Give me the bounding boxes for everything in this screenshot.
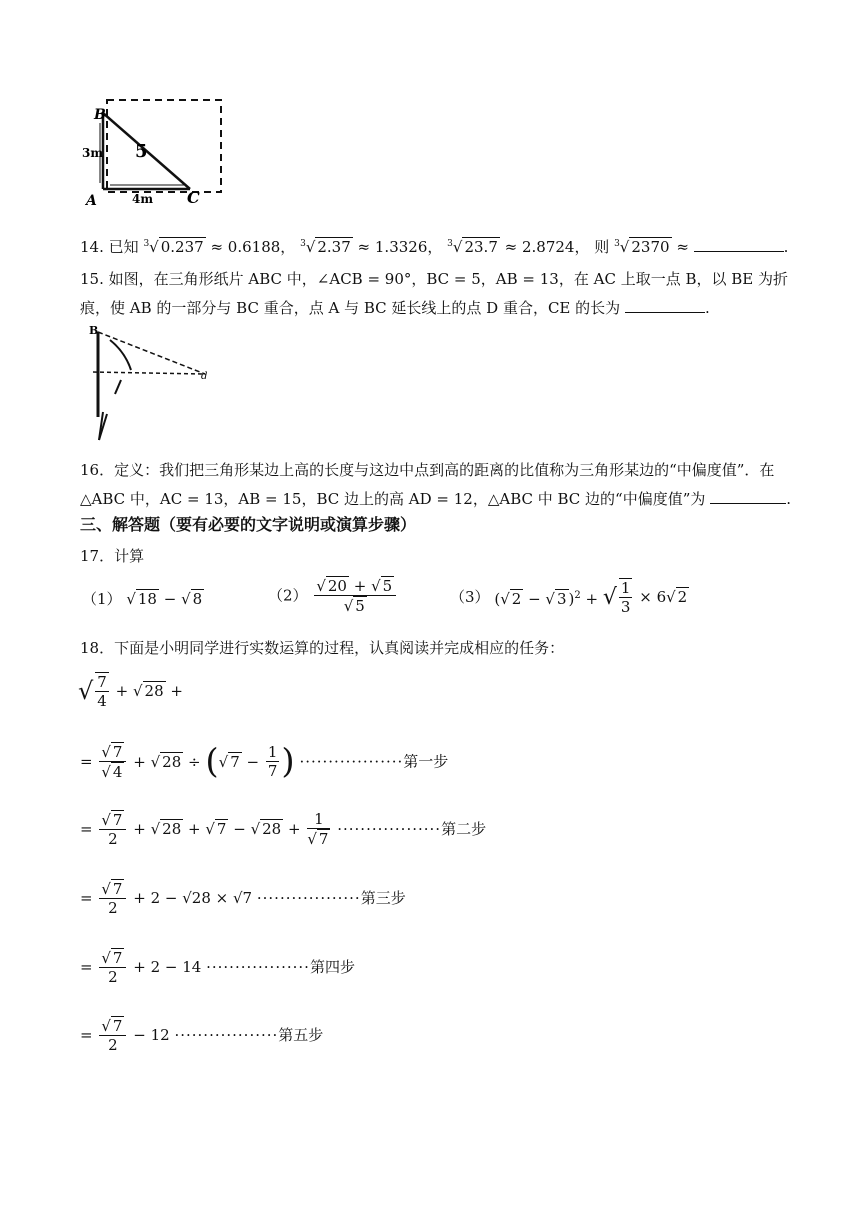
fig1-label-5: 5	[135, 141, 148, 162]
q15-line-1	[80, 268, 788, 290]
q17-part-2: （2） $\frac{√ 20 + √ 5}{√ 5}$	[268, 576, 398, 615]
q14-value-1: 0.6188	[227, 238, 281, 256]
q18-step-1: = $\frac{√ 7}{√ 4}$ + √ 28 ÷ (√ 7 − $\frac{1}{7}$ ) ··················第一步	[80, 741, 449, 782]
q14-text: 已知	[108, 238, 139, 256]
q17-part1-label: （1）	[82, 590, 122, 608]
q16-text-1: 16．定义：我们把三角形某边上高的长度与这边中点到高的距离的比值称为三角形某边的“中偏度值”．在	[80, 461, 775, 479]
q18-title: 18．下面是小明同学进行实数运算的过程，认真阅读并完成相应的任务：	[80, 639, 565, 657]
q17-title: 17．计算	[80, 547, 145, 565]
q17-part2-den: 5	[355, 597, 365, 615]
figure-folding	[85, 322, 215, 447]
q17-part2-label: （2）	[268, 586, 308, 605]
q18-step5-label: 第五步	[278, 1026, 324, 1044]
q15-line-2: 痕，使 AB 的一部分与 BC 重合，点 A 与 BC 延长线上的点 D 重合，CE 的长为 .	[80, 299, 710, 317]
q15-text-2: 痕，使 AB 的一部分与 BC 重合，点 A 与 BC 延长线上的点 D 重合，CE 的长为	[80, 299, 621, 317]
q14-value-3: 2.8724	[521, 238, 575, 256]
q17-part1-radicand-b: 8	[192, 590, 203, 608]
q15-text-1: 如图，在三角形纸片 ABC 中，∠ACB = 90°，BC = 5，AB = 13，在 AC 上取一点 B，以 BE 为折	[108, 270, 789, 288]
fig1-label-b: B	[94, 107, 106, 123]
fig1-label-4m: 4m	[132, 192, 154, 206]
q16-text-2: △ABC 中，AC = 13，AB = 15，BC 边上的高 AD = 12，△ABC 中 BC 边的“中偏度值”为	[80, 490, 706, 508]
q18-expression: √ $\frac{7}{4}$ + √ 28 +	[78, 673, 183, 710]
q15-number: 15.	[80, 270, 104, 288]
q14-radicand-1: 0.237	[160, 238, 204, 256]
q18-step3-expr: + 2 − √28 × √7	[133, 889, 253, 907]
q17-part3-radicand-c: 2	[677, 588, 688, 606]
fig2-label-d: d	[201, 371, 208, 382]
q17-part-3: （3） (√ 2 − √ 3 )$^2$ + √ $\frac{1}{3}$ × 6√ 2	[450, 579, 688, 616]
fig1-label-3m: 3m	[82, 146, 104, 160]
q18-step-3: = $\frac{√ 7}{2}$ + 2 − √28 × √7 ··················第三步	[80, 880, 406, 917]
q14-radicand-3: 23.7	[464, 238, 498, 256]
q17-part3-frac-num: 1	[620, 579, 631, 597]
q17-part2-num-a: 20	[327, 577, 347, 595]
section-3-heading: 三、解答题（要有必要的文字说明或演算步骤）	[80, 515, 417, 534]
q18-step3-label: 第三步	[360, 889, 406, 907]
q14-number: 14.	[80, 238, 104, 256]
q17-part3-coef: 6	[656, 588, 667, 606]
figure-triangle-abc	[80, 95, 230, 210]
q18-step1-label: 第一步	[403, 752, 449, 771]
q14-value-2: 1.3326	[374, 238, 428, 256]
q18-step-5: = $\frac{√ 7}{2}$ − 12 ··················第五步	[80, 1017, 324, 1054]
q16-line-2: △ABC 中，AC = 13，AB = 15，BC 边上的高 AD = 12，△ABC 中 BC 边的“中偏度值”为 .	[80, 490, 791, 508]
fig1-label-c: C	[187, 188, 200, 207]
q17-part-1: （1） √ 18 − √ 8	[82, 590, 203, 608]
q17-part3-frac-den: 3	[620, 598, 631, 616]
q17-part3-label: （3）	[450, 588, 490, 606]
q18-step-4: = $\frac{√ 7}{2}$ + 2 − 14 ··················第四步	[80, 949, 355, 986]
q16-line-1	[80, 459, 774, 481]
q18-step4-expr: + 2 − 14	[133, 958, 202, 976]
q18-step4-label: 第四步	[309, 958, 355, 976]
q17-part3-exponent: 2	[574, 589, 581, 601]
q14-then: 则	[594, 238, 610, 256]
q14-radicand-4: 2370	[631, 238, 670, 256]
q14-answer-blank[interactable]	[694, 237, 784, 252]
q17-part2-num-b: 5	[382, 577, 393, 595]
q15-answer-blank[interactable]	[625, 298, 705, 313]
q18-step2-label: 第二步	[441, 820, 487, 838]
fig1-label-a: A	[86, 193, 97, 209]
q17-part1-radicand-a: 18	[137, 590, 157, 608]
q17-part3-radicand-b: 3	[556, 589, 567, 608]
fig2-label-b: B	[89, 324, 99, 337]
q18-step5-expr: − 12	[133, 1026, 170, 1044]
q18-step-2: = $\frac{√ 7}{2}$ + √ 28 + √ 7 − √ 28 + $\frac{1}{√ 7}$ ··················第二步	[80, 810, 487, 848]
q17-part3-radicand-a: 2	[511, 589, 522, 608]
q16-answer-blank[interactable]	[710, 489, 786, 504]
q14: 14. 已知 $^3$√ 0.237 ≈ 0.6188， $^3$√ 2.37 ≈ 1.3326， $^3$√ 23.7 ≈ 2.8724， 则 $^3$√ 2370 ≈ .	[80, 238, 789, 256]
q14-radicand-2: 2.37	[317, 238, 351, 256]
